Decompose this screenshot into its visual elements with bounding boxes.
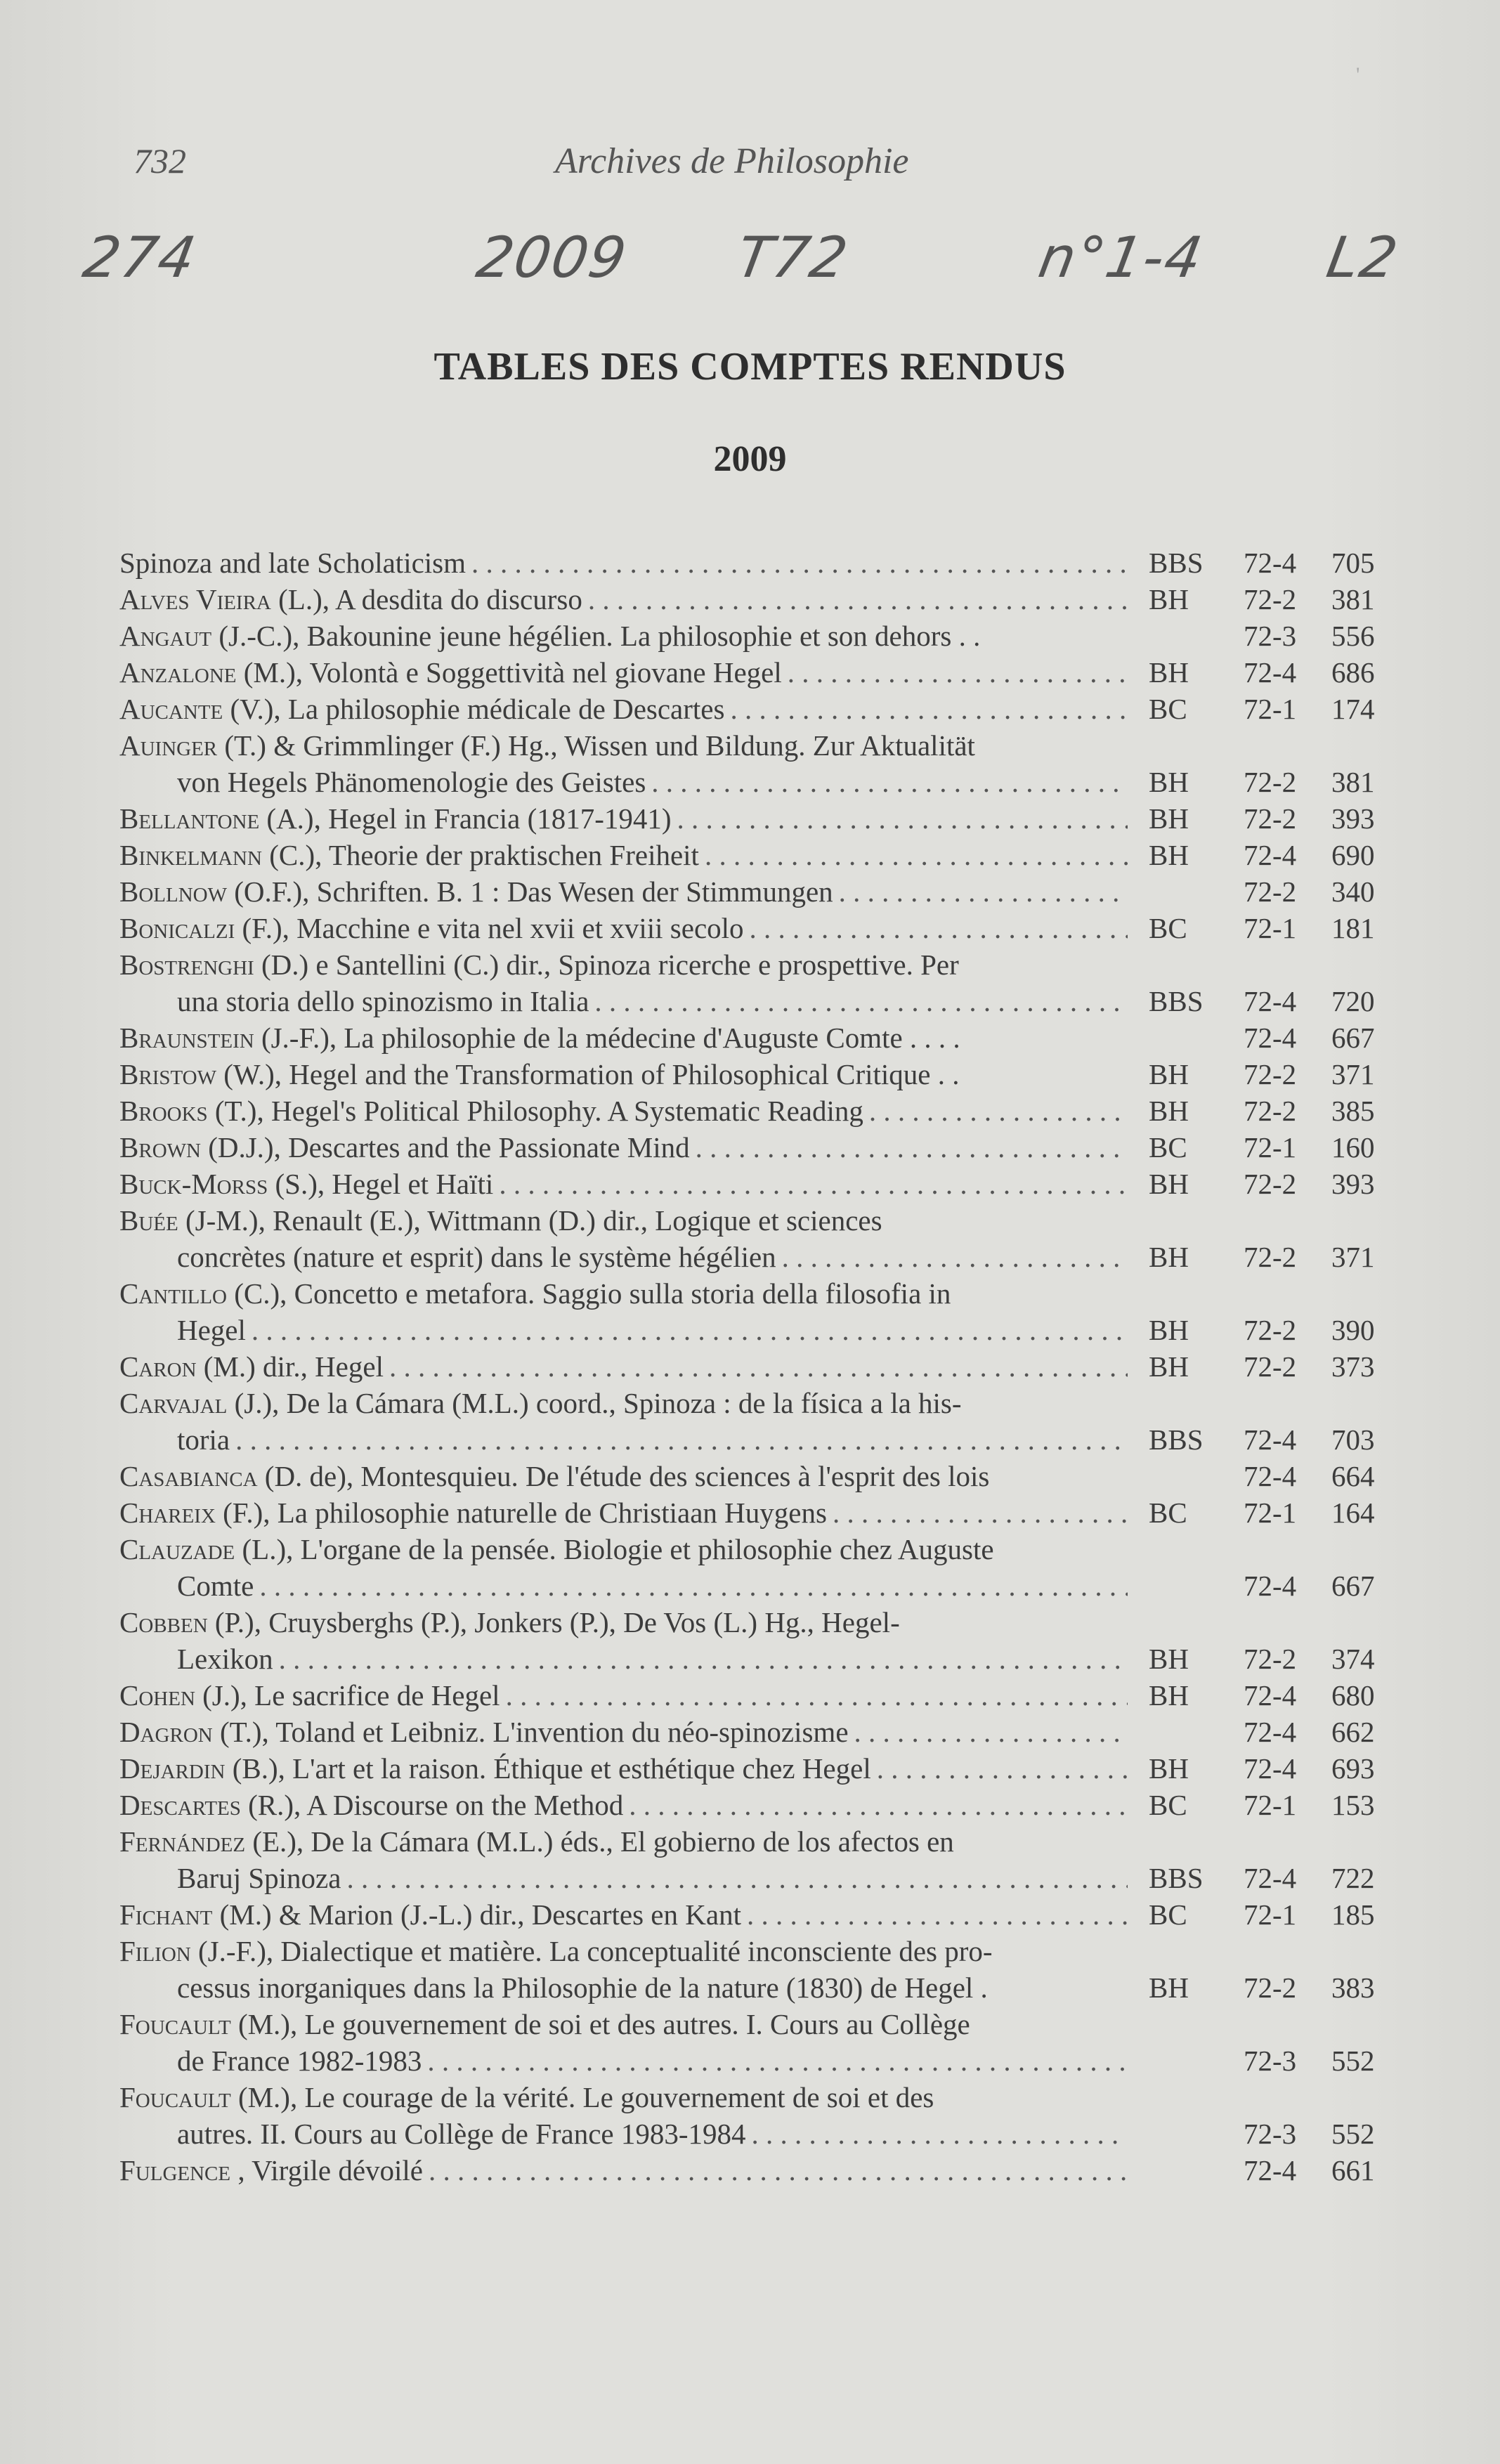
entry-volume: 72-2 [1244, 1643, 1297, 1675]
entry-title-line: (F.), Macchine e vita nel xvii et xviii secolo [242, 912, 744, 944]
index-entry [119, 1019, 1398, 1056]
entry-author: Cantillo [119, 1277, 227, 1310]
entry-title-line: Comte [177, 1570, 254, 1602]
entry-page: 160 [1331, 1131, 1375, 1163]
entry-author: Buée [119, 1204, 178, 1237]
entry-series: BH [1149, 656, 1189, 689]
entry-title-line: (A.), Hegel in Francia (1817-1941) [266, 802, 672, 835]
entry-title-line: autres. II. Cours au Collège de France 1983-1984 [177, 2118, 746, 2150]
entry-title-line: (J.-F.), Dialectique et matière. La conceptualité inconsciente des pro- [197, 1935, 993, 1967]
dot-leader [389, 1348, 1128, 1385]
entry-series: BC [1149, 912, 1187, 944]
entry-page: 340 [1331, 875, 1375, 908]
entry-series: BH [1149, 1241, 1189, 1273]
index-entry [119, 1494, 1398, 1531]
year-heading: 2009 [713, 439, 787, 479]
entry-page: 393 [1331, 802, 1375, 835]
entry-page: 383 [1331, 1971, 1375, 2004]
entry-author: Bostrenghi [119, 949, 254, 981]
dot-leader [705, 837, 1128, 873]
entry-author: Cohen [119, 1679, 195, 1712]
entry-title-line: (J.), De la Cámara (M.L.) coord., Spinoza : de la física a la his- [234, 1387, 962, 1419]
dot-leader [252, 1312, 1128, 1348]
entry-author: Aucante [119, 693, 223, 725]
entry-volume: 72-1 [1244, 1789, 1297, 1821]
entry-title-line: (M.), Volontà e Soggettività nel giovane Hegel [243, 656, 782, 689]
entry-page: 371 [1331, 1241, 1375, 1273]
entry-volume: 72-4 [1244, 1752, 1297, 1785]
dot-leader [506, 1677, 1128, 1714]
entry-author: Foucault [119, 2008, 231, 2040]
dot-leader [750, 910, 1128, 946]
dot-leader [499, 1166, 1128, 1202]
entry-volume: 72-3 [1244, 2045, 1297, 2077]
entry-author: Alves Vieira [119, 583, 271, 615]
index-entry [119, 1093, 1398, 1129]
pen-mark: ' [1356, 63, 1360, 86]
dot-leader [788, 654, 1128, 691]
entry-title-line: (D. de), Montesquieu. De l'étude des sciences à l'esprit des lois [264, 1460, 990, 1492]
entry-series: BH [1149, 1971, 1189, 2004]
review-index-list [119, 545, 1398, 2189]
entry-volume: 72-1 [1244, 1497, 1297, 1529]
entry-series: BH [1149, 1350, 1189, 1383]
entry-title-line: (M.), Le gouvernement de soi et des autres. I. Cours au Collège [237, 2008, 970, 2040]
entry-volume: 72-2 [1244, 1058, 1297, 1090]
index-entry [119, 1823, 1398, 1896]
entry-title-line: (R.), A Discourse on the Method [248, 1789, 624, 1821]
handwritten-issues: n°1-4 [1033, 225, 1208, 290]
entry-page: 373 [1331, 1350, 1375, 1383]
entry-title-line: una storia dello spinozismo in Italia [177, 985, 589, 1017]
entry-page: 552 [1331, 2045, 1375, 2077]
dot-leader [696, 1129, 1128, 1166]
entry-page: 703 [1331, 1423, 1375, 1456]
handwritten-location: L2 [1322, 225, 1404, 290]
entry-author: Dagron [119, 1716, 213, 1748]
entry-author: Dejardin [119, 1752, 226, 1785]
entry-title-line: (M.) & Marion (J.-L.) dir., Descartes en Kant [219, 1898, 741, 1931]
entry-title-line: de France 1982-1983 [177, 2045, 422, 2077]
entry-title-line: (L.), A desdita do discurso [278, 583, 582, 615]
entry-volume: 72-3 [1244, 620, 1297, 652]
entry-title-line: , Virgile dévoilé [237, 2154, 423, 2186]
entry-volume: 72-2 [1244, 802, 1297, 835]
entry-page: 552 [1331, 2118, 1375, 2150]
index-entry [119, 1385, 1398, 1458]
index-entry [119, 837, 1398, 873]
dot-leader [752, 2116, 1128, 2152]
entry-series: BH [1149, 583, 1189, 615]
entry-page: 185 [1331, 1898, 1375, 1931]
index-entry [119, 1348, 1398, 1385]
entry-title-line: (L.), L'organe de la pensée. Biologie et philosophie chez Auguste [242, 1533, 994, 1565]
entry-title-line: (B.), L'art et la raison. Éthique et esthétique chez Hegel [232, 1752, 871, 1785]
entry-page: 720 [1331, 985, 1375, 1017]
index-entry [119, 545, 1398, 581]
index-entry [119, 691, 1398, 727]
index-entry [119, 1787, 1398, 1823]
entry-page: 667 [1331, 1022, 1375, 1054]
entry-volume: 72-2 [1244, 1168, 1297, 1200]
entry-volume: 72-2 [1244, 1350, 1297, 1383]
entry-series: BC [1149, 1131, 1187, 1163]
index-entry [119, 1056, 1398, 1093]
section-heading: TABLES DES COMPTES RENDUS [433, 345, 1067, 389]
entry-author: Descartes [119, 1789, 241, 1821]
entry-page: 662 [1331, 1716, 1375, 1748]
index-entry [119, 2152, 1398, 2189]
entry-title-line: concrètes (nature et esprit) dans le système hégélien [177, 1241, 776, 1273]
dot-leader [839, 873, 1128, 910]
entry-page: 385 [1331, 1095, 1375, 1127]
dot-leader [854, 1714, 1128, 1750]
entry-page: 693 [1331, 1752, 1375, 1785]
entry-author: Auinger [119, 729, 218, 762]
dot-leader [259, 1567, 1128, 1604]
entry-author: Carvajal [119, 1387, 228, 1419]
entry-author: Bonicalzi [119, 912, 235, 944]
entry-title-line: von Hegels Phänomenologie des Geistes [177, 766, 646, 798]
index-entry [119, 618, 1398, 654]
entry-title-line: Baruj Spinoza [177, 1862, 341, 1894]
entry-author: Bellantone [119, 802, 260, 835]
entry-volume: 72-4 [1244, 1716, 1297, 1748]
entry-volume: 72-4 [1244, 1460, 1297, 1492]
entry-page: 686 [1331, 656, 1375, 689]
entry-page: 705 [1331, 547, 1375, 579]
entry-series: BC [1149, 1789, 1187, 1821]
index-entry [119, 654, 1398, 691]
entry-volume: 72-4 [1244, 1022, 1297, 1054]
entry-series: BH [1149, 839, 1189, 871]
index-entry [119, 1166, 1398, 1202]
index-entry [119, 2006, 1398, 2079]
entry-series: BH [1149, 1752, 1189, 1785]
dot-leader [346, 1860, 1128, 1896]
index-entry [119, 1750, 1398, 1787]
index-entry [119, 1129, 1398, 1166]
entry-volume: 72-1 [1244, 1131, 1297, 1163]
handwritten-year: 2009 [471, 225, 632, 290]
entry-series: BH [1149, 766, 1189, 798]
entry-volume: 72-4 [1244, 1423, 1297, 1456]
index-entry [119, 1604, 1398, 1677]
entry-author: Caron [119, 1350, 197, 1383]
entry-title-line: (J.), Le sacrifice de Hegel [202, 1679, 500, 1712]
handwritten-tome: T72 [731, 225, 854, 290]
entry-page: 664 [1331, 1460, 1375, 1492]
entry-title-line: (T.), Toland et Leibniz. L'invention du néo-spinozisme [219, 1716, 849, 1748]
entry-series: BH [1149, 1643, 1189, 1675]
entry-title-line: (M.), Le courage de la vérité. Le gouvernement de soi et des [237, 2081, 934, 2113]
entry-volume: 72-4 [1244, 1570, 1297, 1602]
entry-title-line: (T.) & Grimmlinger (F.) Hg., Wissen und Bildung. Zur Aktualität [224, 729, 975, 762]
entry-volume: 72-1 [1244, 1898, 1297, 1931]
running-head [0, 141, 1500, 190]
entry-volume: 72-2 [1244, 583, 1297, 615]
entry-page: 690 [1331, 839, 1375, 871]
entry-page: 371 [1331, 1058, 1375, 1090]
entry-volume: 72-2 [1244, 1314, 1297, 1346]
dot-leader [471, 545, 1128, 581]
entry-volume: 72-2 [1244, 875, 1297, 908]
entry-author: Binkelmann [119, 839, 262, 871]
entry-author: Braunstein [119, 1022, 254, 1054]
entry-title-line: (D.J.), Descartes and the Passionate Mind [208, 1131, 690, 1163]
entry-author: Angaut [119, 620, 212, 652]
entry-volume: 72-2 [1244, 1095, 1297, 1127]
entry-author: Brooks [119, 1095, 208, 1127]
entry-volume: 72-1 [1244, 912, 1297, 944]
entry-author: Foucault [119, 2081, 231, 2113]
entry-title-line: (S.), Hegel et Haïti [275, 1168, 494, 1200]
entry-series: BBS [1149, 1862, 1204, 1894]
entry-title-line: (O.F.), Schriften. B. 1 : Das Wesen der Stimmungen [234, 875, 833, 908]
entry-title-line: (C.), Theorie der praktischen Freiheit [269, 839, 699, 871]
entry-author: Clauzade [119, 1533, 235, 1565]
dot-leader [279, 1641, 1128, 1677]
index-entry [119, 800, 1398, 837]
entry-title-line: (P.), Cruysberghs (P.), Jonkers (P.), De Vos (L.) Hg., Hegel- [214, 1606, 900, 1638]
entry-page: 722 [1331, 1862, 1375, 1894]
dot-leader [235, 1421, 1128, 1458]
entry-title-line: (C.), Concetto e metafora. Saggio sulla storia della filosofia in [234, 1277, 951, 1310]
entry-author: Casabianca [119, 1460, 258, 1492]
entry-series: BH [1149, 1095, 1189, 1127]
dot-leader [427, 2042, 1128, 2079]
entry-title-line: (W.), Hegel and the Transformation of Philosophical Critique . . [223, 1058, 960, 1090]
entry-title-line: (J-M.), Renault (E.), Wittmann (D.) dir., Logique et sciences [185, 1204, 882, 1237]
entry-volume: 72-4 [1244, 1862, 1297, 1894]
index-entry [119, 1896, 1398, 1933]
entry-author: Anzalone [119, 656, 237, 689]
entry-author: Filion [119, 1935, 191, 1967]
entry-series: BH [1149, 802, 1189, 835]
entry-page: 381 [1331, 766, 1375, 798]
index-entry [119, 910, 1398, 946]
entry-volume: 72-4 [1244, 547, 1297, 579]
handwritten-number: 274 [78, 225, 202, 290]
dot-leader [651, 764, 1128, 800]
entry-title-line: Hegel [177, 1314, 246, 1346]
entry-author: Chareix [119, 1497, 216, 1529]
entry-volume: 72-4 [1244, 1679, 1297, 1712]
entry-page: 667 [1331, 1570, 1375, 1602]
dot-leader [747, 1896, 1128, 1933]
dot-leader [869, 1093, 1128, 1129]
entry-volume: 72-1 [1244, 693, 1297, 725]
entry-page: 390 [1331, 1314, 1375, 1346]
entry-series: BC [1149, 1898, 1187, 1931]
entry-title-line: (E.), De la Cámara (M.L.) éds., El gobierno de los afectos en [252, 1825, 954, 1858]
entry-series: BH [1149, 1314, 1189, 1346]
dot-leader [782, 1239, 1128, 1275]
entry-title-line: (F.), La philosophie naturelle de Christiaan Huygens [223, 1497, 827, 1529]
entry-title-line: (D.) e Santellini (C.) dir., Spinoza ricerche e prospettive. Per [261, 949, 959, 981]
entry-page: 374 [1331, 1643, 1375, 1675]
index-entry [119, 1714, 1398, 1750]
dot-leader [594, 983, 1128, 1019]
entry-author: Bristow [119, 1058, 216, 1090]
entry-series: BBS [1149, 547, 1204, 579]
dot-leader [629, 1787, 1128, 1823]
entry-volume: 72-4 [1244, 656, 1297, 689]
entry-page: 153 [1331, 1789, 1375, 1821]
index-entry [119, 1933, 1398, 2006]
entry-page: 381 [1331, 583, 1375, 615]
entry-volume: 72-2 [1244, 1241, 1297, 1273]
index-entry [119, 1531, 1398, 1604]
entry-author: Bollnow [119, 875, 227, 908]
dot-leader [429, 2152, 1128, 2189]
entry-series: BC [1149, 1497, 1187, 1529]
entry-series: BBS [1149, 985, 1204, 1017]
entry-page: 164 [1331, 1497, 1375, 1529]
entry-page: 174 [1331, 693, 1375, 725]
entry-title-line: toria [177, 1423, 230, 1456]
entry-page: 680 [1331, 1679, 1375, 1712]
entry-title-line: (T.), Hegel's Political Philosophy. A Systematic Reading [214, 1095, 863, 1127]
dot-leader [877, 1750, 1128, 1787]
entry-title-line: Lexikon [177, 1643, 273, 1675]
entry-title-line: (J.-F.), La philosophie de la médecine d'Auguste Comte . . . . [261, 1022, 960, 1054]
index-entry [119, 1275, 1398, 1348]
entry-author: Fichant [119, 1898, 213, 1931]
entry-series: BH [1149, 1168, 1189, 1200]
entry-volume: 72-4 [1244, 2154, 1297, 2186]
journal-title: Archives de Philosophie [555, 141, 909, 181]
entry-author: Cobben [119, 1606, 208, 1638]
entry-series: BH [1149, 1058, 1189, 1090]
entry-title-line: cessus inorganiques dans la Philosophie de la nature (1830) de Hegel . [177, 1971, 988, 2004]
entry-volume: 72-4 [1244, 839, 1297, 871]
index-entry [119, 1677, 1398, 1714]
index-entry [119, 1202, 1398, 1275]
entry-volume: 72-2 [1244, 1971, 1297, 2004]
entry-page: 661 [1331, 2154, 1375, 2186]
entry-series: BC [1149, 693, 1187, 725]
index-entry [119, 581, 1398, 618]
index-entry [119, 873, 1398, 910]
entry-author: Fulgence [119, 2154, 231, 2186]
entry-title-line: (M.) dir., Hegel [203, 1350, 384, 1383]
dot-leader [730, 691, 1128, 727]
entry-series: BBS [1149, 1423, 1204, 1456]
dot-leader [833, 1494, 1128, 1531]
entry-series: BH [1149, 1679, 1189, 1712]
dot-leader [588, 581, 1128, 618]
index-entry [119, 946, 1398, 1019]
entry-page: 556 [1331, 620, 1375, 652]
handwritten-note [0, 225, 1500, 309]
entry-author: Buck-Morss [119, 1168, 268, 1200]
entry-volume: 72-3 [1244, 2118, 1297, 2150]
entry-author: Fernández [119, 1825, 246, 1858]
entry-title-line: (V.), La philosophie médicale de Descartes [230, 693, 725, 725]
entry-volume: 72-4 [1244, 985, 1297, 1017]
entry-author: Brown [119, 1131, 201, 1163]
index-entry [119, 2079, 1398, 2152]
dot-leader [677, 800, 1128, 837]
entry-title-line: (J.-C.), Bakounine jeune hégélien. La philosophie et son dehors . . [219, 620, 981, 652]
entry-page: 181 [1331, 912, 1375, 944]
entry-volume: 72-2 [1244, 766, 1297, 798]
index-entry [119, 727, 1398, 800]
entry-page: 393 [1331, 1168, 1375, 1200]
index-entry [119, 1458, 1398, 1494]
entry-title-line: Spinoza and late Scholaticism [119, 547, 467, 579]
page-number: 732 [133, 141, 186, 181]
